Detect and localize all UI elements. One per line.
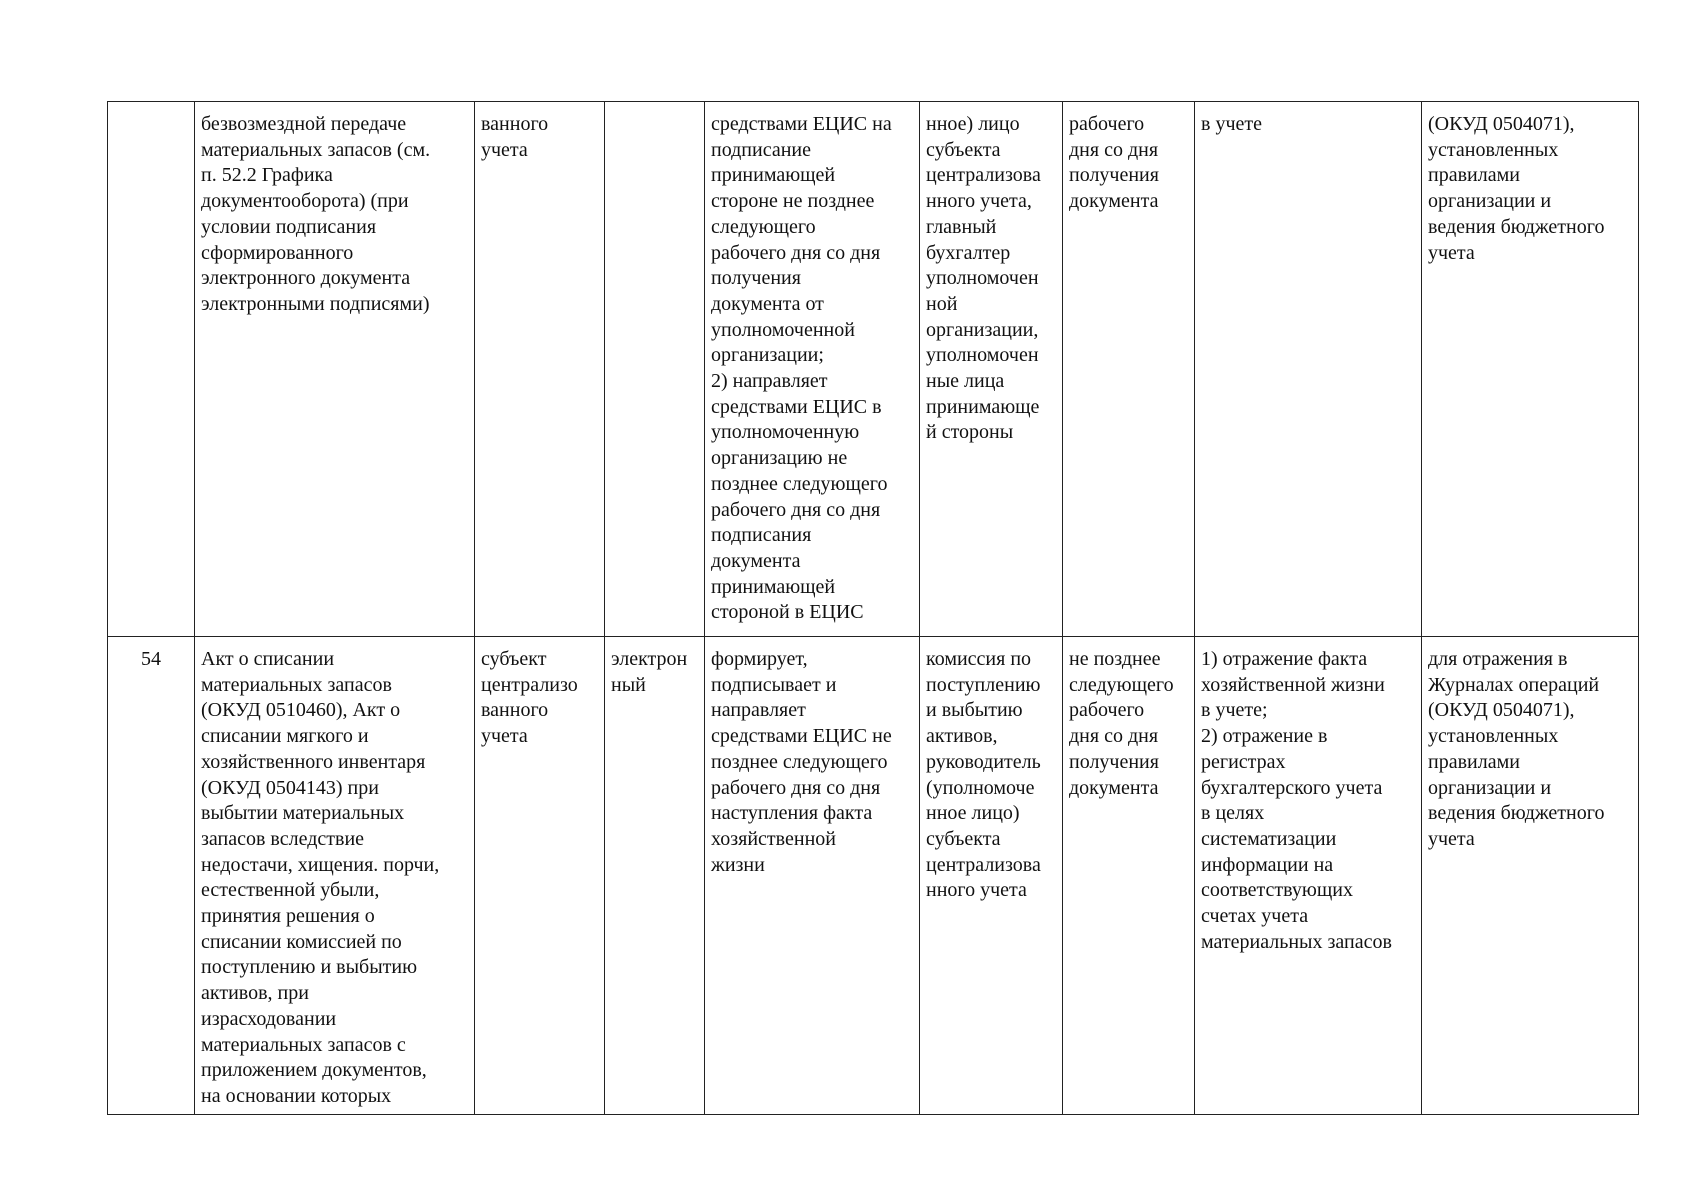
basis-cell: (ОКУД 0504071), установленных правилами организации и ведения бюджетного учета [1422,102,1639,637]
document-name-cell: Акт о списании материальных запасов (ОКУД 0510460), Акт о списании мягкого и хозяйственного инвентаря (ОКУД 0504143) при выбытии материальных запасов вследствие недостачи, хищения. порчи, естественной убыли, принятия решения о списании комиссией по поступлению и выбытию активов, при израсходовании материальных запасов с приложением документов, на основании которых [195,637,475,1115]
purpose-cell: в учете [1195,102,1422,637]
creator-cell: ванного учета [475,102,605,637]
form-cell: электрон ный [605,637,705,1115]
table-row [108,637,1639,1115]
document-flow-table [107,101,1639,1115]
action-cell: средствами ЕЦИС на подписание принимающей стороне не позднее следующего рабочего дня со дня получения документа от уполномоченной организации; 2) направляет средствами ЕЦИС в уполномоченную организацию не позднее следующего рабочего дня со дня подписания документа принимающей стороной в ЕЦИС [705,102,920,637]
row-number: 54 [108,637,195,1115]
deadline-cell: рабочего дня со дня получения документа [1063,102,1195,637]
creator-cell: субъект централизо ванного учета [475,637,605,1115]
deadline-cell: не позднее следующего рабочего дня со дня получения документа [1063,637,1195,1115]
purpose-cell: 1) отражение факта хозяйственной жизни в учете; 2) отражение в регистрах бухгалтерского учета в целях систематизации информации на соответствующих счетах учета материальных запасов [1195,637,1422,1115]
form-cell [605,102,705,637]
document-name-cell: безвозмездной передаче материальных запасов (см. п. 52.2 Графика документооборота) (при условии подписания сформированного электронного документа электронными подписями) [195,102,475,637]
row-number [108,102,195,637]
table-row [108,102,1639,637]
signer-cell: нное) лицо субъекта централизова нного учета, главный бухгалтер уполномочен ной организации, уполномочен ные лица принимающе й стороны [920,102,1063,637]
action-cell: формирует, подписывает и направляет средствами ЕЦИС не позднее следующего рабочего дня со дня наступления факта хозяйственной жизни [705,637,920,1115]
signer-cell: комиссия по поступлению и выбытию активов, руководитель (уполномоче нное лицо) субъекта централизова нного учета [920,637,1063,1115]
basis-cell: для отражения в Журналах операций (ОКУД 0504071), установленных правилами организации и ведения бюджетного учета [1422,637,1639,1115]
